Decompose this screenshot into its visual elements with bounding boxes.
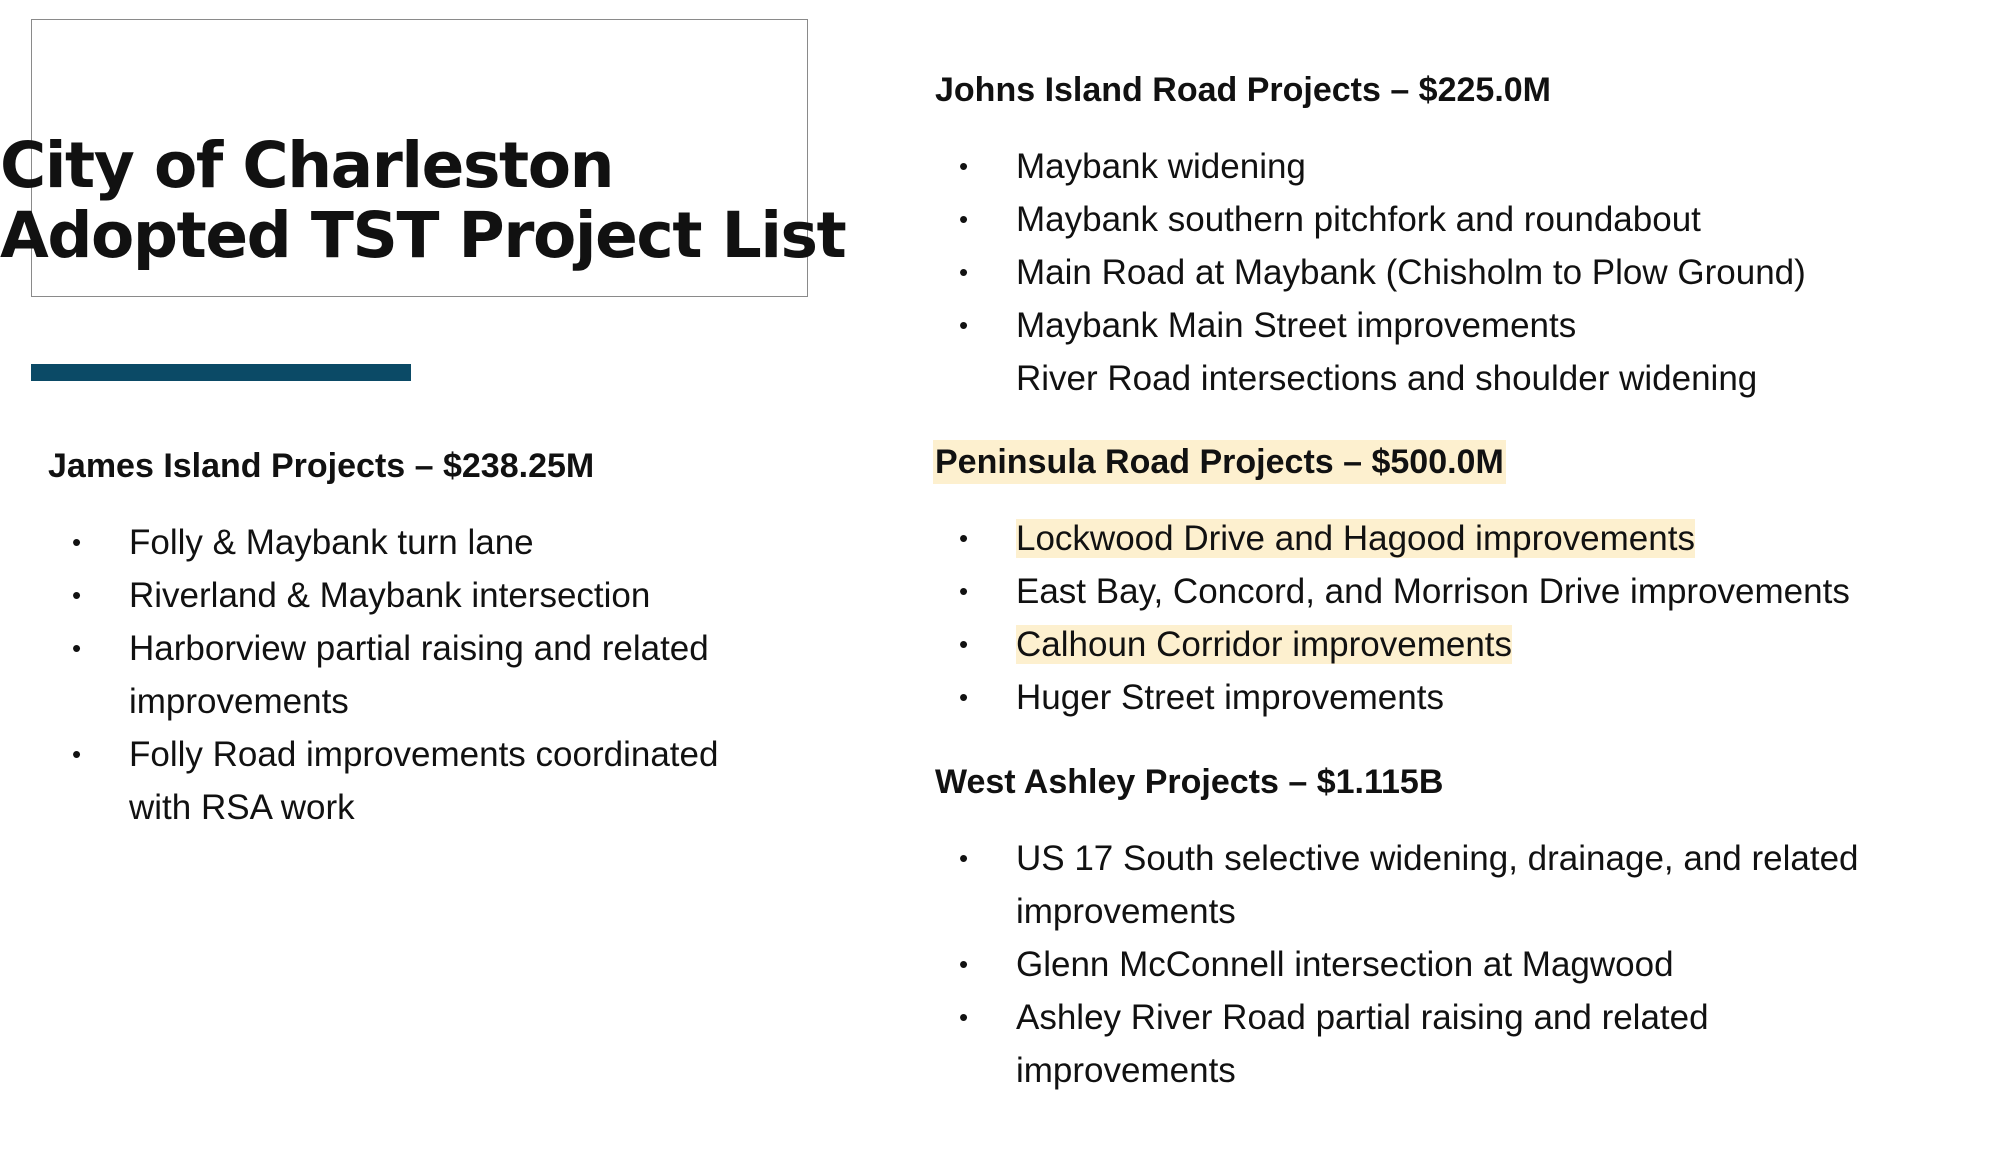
project-list (72, 516, 719, 834)
list-item (959, 832, 1859, 938)
list-item (959, 671, 1850, 724)
page-title (0, 131, 845, 271)
list-item-text: Lockwood Drive and Hagood improvements (1016, 519, 1695, 558)
bullet-icon: • (72, 633, 82, 663)
list-item-text: River Road intersections and shoulder widening (1016, 359, 1758, 398)
list-item (959, 140, 1806, 193)
bullet-icon: • (959, 576, 969, 606)
list-item (959, 565, 1850, 618)
bullet-icon: • (959, 310, 969, 340)
bullet-icon: • (959, 204, 969, 234)
bullet-icon: • (959, 629, 969, 659)
list-item (959, 246, 1806, 299)
list-item-text: Ashley River Road partial raising and related (1016, 998, 1709, 1037)
section-heading: Peninsula Road Projects – $500.0M (933, 440, 1506, 484)
list-item-text: Folly Road improvements coordinated (129, 735, 719, 774)
list-item-text: Maybank widening (1016, 147, 1306, 186)
list-item-text: Main Road at Maybank (Chisholm to Plow Ground) (1016, 253, 1806, 292)
list-item-text: Maybank Main Street improvements (1016, 306, 1577, 345)
list-item (72, 622, 718, 728)
list-item-text-continued: improvements (129, 682, 349, 721)
list-item-text-continued: improvements (1016, 892, 1236, 931)
list-item-text: Glenn McConnell intersection at Magwood (1016, 945, 1674, 984)
list-item (72, 569, 718, 622)
list-item (72, 728, 719, 834)
list-item (959, 618, 1850, 671)
list-item-text: Riverland & Maybank intersection (129, 576, 651, 615)
project-list (959, 140, 1806, 405)
list-item (959, 512, 1850, 565)
project-list (959, 832, 1859, 1097)
list-item (1016, 352, 1806, 405)
section-west-ashley (935, 760, 1859, 1097)
list-item-text: East Bay, Concord, and Morrison Drive improvements (1016, 572, 1850, 611)
section-james-island (48, 444, 718, 834)
list-item (72, 516, 718, 569)
section-johns-island (935, 68, 1806, 405)
bullet-icon: • (959, 949, 969, 979)
list-item-text: Harborview partial raising and related (129, 629, 709, 668)
bullet-icon: • (959, 151, 969, 181)
list-item-text: US 17 South selective widening, drainage, and related (1016, 839, 1859, 878)
list-item-text-continued: with RSA work (129, 788, 355, 827)
bullet-icon: • (72, 527, 82, 557)
section-peninsula (935, 440, 1850, 724)
list-item-text-continued: improvements (1016, 1051, 1236, 1090)
project-list (959, 512, 1850, 724)
bullet-icon: • (72, 580, 82, 610)
section-heading: James Island Projects – $238.25M (48, 447, 595, 485)
section-heading: West Ashley Projects – $1.115B (935, 763, 1444, 801)
list-item-text: Maybank southern pitchfork and roundabout (1016, 200, 1701, 239)
list-item (959, 938, 1859, 991)
list-item-text: Calhoun Corridor improvements (1016, 625, 1513, 664)
bullet-icon: • (959, 523, 969, 553)
page-title-line-1: City of Charleston (0, 129, 614, 202)
section-heading: Johns Island Road Projects – $225.0M (935, 71, 1552, 109)
list-item-text: Folly & Maybank turn lane (129, 523, 534, 562)
bullet-icon: • (959, 257, 969, 287)
bullet-icon: • (959, 682, 969, 712)
bullet-icon: • (959, 1002, 969, 1032)
bullet-icon: • (72, 739, 82, 769)
page-title-line-2: Adopted TST Project List (0, 199, 846, 272)
list-item (959, 193, 1806, 246)
list-item (959, 299, 1806, 352)
accent-bar (31, 364, 411, 381)
list-item (959, 991, 1859, 1097)
bullet-icon: • (959, 843, 969, 873)
list-item-text: Huger Street improvements (1016, 678, 1444, 717)
